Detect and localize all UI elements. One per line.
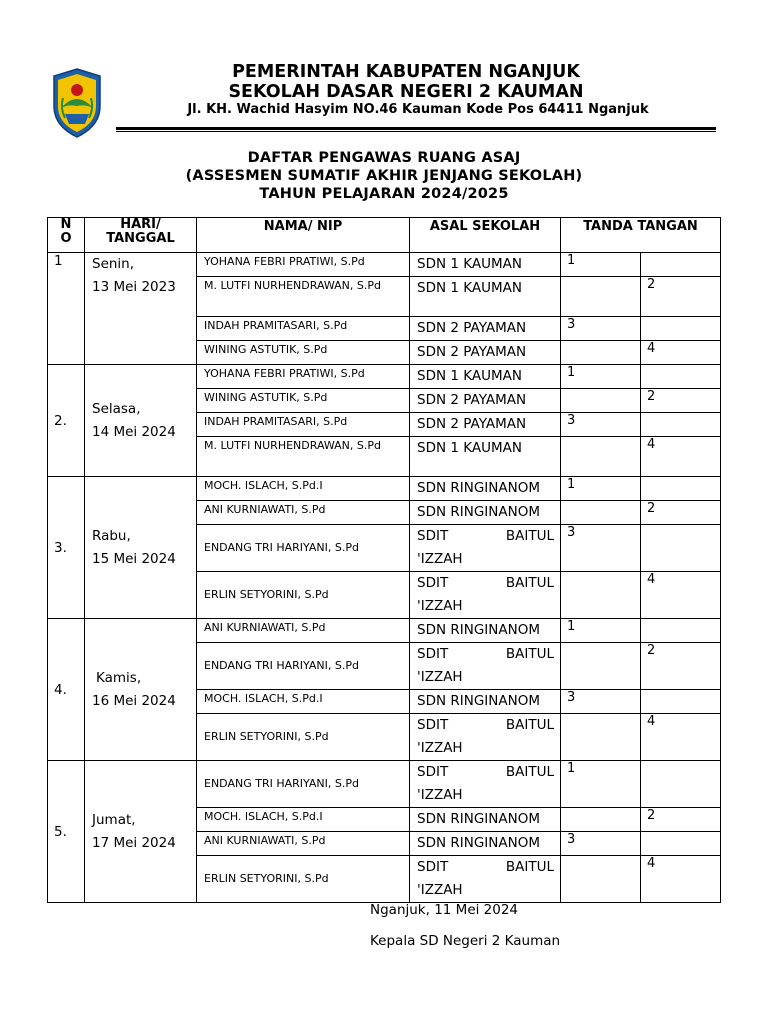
proctor-name: ERLIN SETYORINI, S.Pd <box>197 572 410 619</box>
signature-slot: 4 <box>641 572 721 619</box>
school-name: SDN 2 PAYAMAN <box>410 413 561 437</box>
row-number: 4. <box>48 619 85 761</box>
signature-slot: 3 <box>561 832 641 856</box>
signature-slot <box>641 761 721 808</box>
proctor-name: INDAH PRAMITASARI, S.Pd <box>197 413 410 437</box>
signature-slot: 4 <box>641 714 721 761</box>
signature-slot <box>641 477 721 501</box>
header-divider <box>116 127 716 130</box>
school-name: SDN RINGINANOM <box>410 832 561 856</box>
row-number: 1 <box>48 253 85 365</box>
signature-slot: 2 <box>641 501 721 525</box>
signature-slot <box>561 643 641 690</box>
day-date: Selasa, 14 Mei 2024 <box>85 365 197 477</box>
signature-slot <box>641 413 721 437</box>
signature-slot <box>561 501 641 525</box>
table-row <box>48 761 721 808</box>
table-row <box>48 253 721 277</box>
proctor-name: ANI KURNIAWATI, S.Pd <box>197 832 410 856</box>
school-name: SDN RINGINANOM <box>410 619 561 643</box>
doc-subtitle: (ASSESMEN SUMATIF AKHIR JENJANG SEKOLAH) <box>185 168 583 184</box>
header-divider-thin <box>116 131 716 132</box>
signature-slot: 3 <box>561 413 641 437</box>
header-government: PEMERINTAH KABUPATEN NGANJUK <box>232 62 580 82</box>
proctor-name: WINING ASTUTIK, S.Pd <box>197 389 410 413</box>
school-name: SDN RINGINANOM <box>410 808 561 832</box>
signature-slot: 1 <box>561 619 641 643</box>
col-header-signature: TANDA TANGAN <box>561 218 721 253</box>
proctor-name: M. LUTFI NURHENDRAWAN, S.Pd <box>197 277 410 317</box>
signature-slot <box>641 619 721 643</box>
signature-slot: 1 <box>561 477 641 501</box>
signature-slot <box>561 808 641 832</box>
signature-slot: 4 <box>641 341 721 365</box>
col-header-name: NAMA/ NIP <box>197 218 410 253</box>
school-name: SDN RINGINANOM <box>410 690 561 714</box>
signature-slot: 4 <box>641 437 721 477</box>
day-date: Rabu, 15 Mei 2024 <box>85 477 197 619</box>
table-row <box>48 619 721 643</box>
proctor-name: INDAH PRAMITASARI, S.Pd <box>197 317 410 341</box>
signature-slot: 1 <box>561 761 641 808</box>
school-name: SDN 2 PAYAMAN <box>410 389 561 413</box>
signature-slot <box>561 341 641 365</box>
day-date: Kamis, 16 Mei 2024 <box>85 619 197 761</box>
doc-title: DAFTAR PENGAWAS RUANG ASAJ <box>247 150 521 166</box>
school-name: SDN 1 KAUMAN <box>410 277 561 317</box>
signature-slot: 3 <box>561 690 641 714</box>
proctor-name: WINING ASTUTIK, S.Pd <box>197 341 410 365</box>
signature-slot <box>641 365 721 389</box>
proctor-name: ERLIN SETYORINI, S.Pd <box>197 714 410 761</box>
signature-slot: 2 <box>641 277 721 317</box>
signature-slot <box>641 317 721 341</box>
signer-title: Kepala SD Negeri 2 Kauman <box>370 933 561 949</box>
school-name: SDIT BAITUL 'IZZAH <box>410 525 561 572</box>
signature-slot: 1 <box>561 253 641 277</box>
school-name: SDN RINGINANOM <box>410 477 561 501</box>
doc-year: TAHUN PELAJARAN 2024/2025 <box>259 186 509 202</box>
signature-slot <box>561 437 641 477</box>
row-number: 5. <box>48 761 85 903</box>
school-name: SDN RINGINANOM <box>410 501 561 525</box>
day-date: Jumat, 17 Mei 2024 <box>85 761 197 903</box>
signature-slot <box>641 690 721 714</box>
signature-slot: 3 <box>561 525 641 572</box>
proctor-name: MOCH. ISLACH, S.Pd.I <box>197 690 410 714</box>
school-name: SDN 1 KAUMAN <box>410 437 561 477</box>
school-name: SDIT BAITUL 'IZZAH <box>410 761 561 808</box>
table-row <box>48 365 721 389</box>
signature-slot: 2 <box>641 808 721 832</box>
header-school: SEKOLAH DASAR NEGERI 2 KAUMAN <box>228 82 584 102</box>
signature-slot <box>641 832 721 856</box>
day-date: Senin, 13 Mei 2023 <box>85 253 197 365</box>
row-number: 2. <box>48 365 85 477</box>
proctor-name: ENDANG TRI HARIYANI, S.Pd <box>197 761 410 808</box>
signature-slot: 2 <box>641 643 721 690</box>
school-name: SDN 2 PAYAMAN <box>410 341 561 365</box>
proctor-name: ENDANG TRI HARIYANI, S.Pd <box>197 525 410 572</box>
school-name: SDN 1 KAUMAN <box>410 365 561 389</box>
signature-slot: 2 <box>641 389 721 413</box>
school-name: SDIT BAITUL 'IZZAH <box>410 572 561 619</box>
school-name: SDIT BAITUL 'IZZAH <box>410 856 561 903</box>
proctor-table <box>47 217 721 903</box>
proctor-name: ERLIN SETYORINI, S.Pd <box>197 856 410 903</box>
signature-slot <box>561 389 641 413</box>
school-name: SDIT BAITUL 'IZZAH <box>410 643 561 690</box>
school-name: SDN 1 KAUMAN <box>410 253 561 277</box>
proctor-name: ENDANG TRI HARIYANI, S.Pd <box>197 643 410 690</box>
proctor-name: MOCH. ISLACH, S.Pd.I <box>197 477 410 501</box>
proctor-name: M. LUTFI NURHENDRAWAN, S.Pd <box>197 437 410 477</box>
col-header-no: N O <box>48 218 85 253</box>
school-name: SDN 2 PAYAMAN <box>410 317 561 341</box>
signature-slot: 4 <box>641 856 721 903</box>
signature-slot <box>561 714 641 761</box>
proctor-name: YOHANA FEBRI PRATIWI, S.Pd <box>197 253 410 277</box>
signature-slot <box>561 856 641 903</box>
header-address: Jl. KH. Wachid Hasyim NO.46 Kauman Kode Pos 64411 Nganjuk <box>187 102 649 117</box>
proctor-name: YOHANA FEBRI PRATIWI, S.Pd <box>197 365 410 389</box>
signature-slot <box>641 525 721 572</box>
proctor-name: ANI KURNIAWATI, S.Pd <box>197 619 410 643</box>
signature-slot: 3 <box>561 317 641 341</box>
col-header-day: HARI/ TANGGAL <box>85 218 197 253</box>
proctor-name: MOCH. ISLACH, S.Pd.I <box>197 808 410 832</box>
place-date: Nganjuk, 11 Mei 2024 <box>370 902 519 918</box>
signature-slot <box>641 253 721 277</box>
school-name: SDIT BAITUL 'IZZAH <box>410 714 561 761</box>
signature-slot: 1 <box>561 365 641 389</box>
table-row <box>48 477 721 501</box>
row-number: 3. <box>48 477 85 619</box>
col-header-school: ASAL SEKOLAH <box>410 218 561 253</box>
signature-slot <box>561 277 641 317</box>
signature-slot <box>561 572 641 619</box>
proctor-name: ANI KURNIAWATI, S.Pd <box>197 501 410 525</box>
